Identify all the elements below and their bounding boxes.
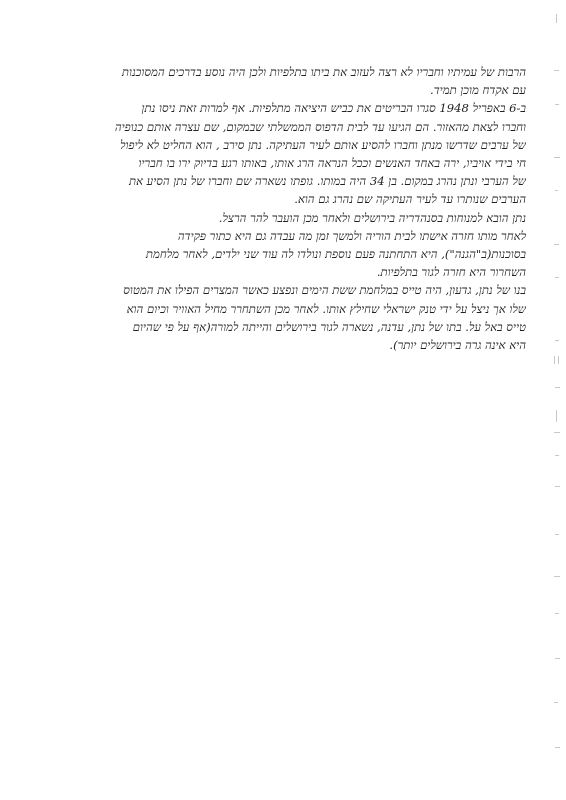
text-line: הערבים שנותרו עד לעיר העתיקה שם נהרג גם הוא. [294, 192, 526, 207]
text-line: השחרור היא חזרה לגור בתלפיות. [376, 265, 526, 280]
scan-mark [554, 70, 559, 71]
scan-mark [556, 410, 557, 422]
text-line: טייס באל על. בתו של נתן, עדנה, נשארה לגור בירושלים והייתה למורה(אף על פי שהיום [132, 319, 526, 334]
text-line: הרבות של עמיתיו וחבריו לא רצה לעזוב את ביתו בתלפיות ולכן היה נוסע בדרכים המסוכנות [121, 65, 526, 79]
scan-mark [555, 387, 560, 388]
text-line: עם אקדח מוכן תמיד. [430, 83, 526, 98]
scan-mark [555, 104, 559, 105]
scan-mark [555, 658, 560, 659]
scan-mark [554, 356, 555, 364]
scan-mark [555, 613, 559, 614]
scan-mark [554, 244, 559, 245]
text-line: של הערבי ונתן נהרג במקום. בן 34 היה במותו. גופתו נשארה שם וחברו של נתן הסיע את [128, 174, 526, 189]
scan-mark [555, 747, 560, 748]
text-line: שלו אך ניצל על ידי טנק ישראלי שחילץ אותו. לאחר מכן השתחרר מחיל האוויר וכיום הוא [126, 301, 526, 316]
scan-mark [554, 432, 560, 433]
text-line: של ערבים שדרשו מנתן וחברו להסיע אותם לעיר העתיקה. נתן סירב , הוא החליט לא ליפול [120, 137, 526, 152]
scan-mark [556, 14, 557, 23]
scan-mark [555, 277, 559, 278]
text-line: בנו של נתן, גדעון, היה טייס במלחמת ששת הימים ונפצע כאשר המצרים הפילו את המטוס [123, 283, 526, 298]
scan-mark [555, 190, 558, 191]
scan-mark [554, 702, 558, 703]
text-line: נתן הובא למנוחות בסנהדריה בירושלים ולאחר מכן הועבר להר הרצל. [218, 210, 526, 225]
scan-mark [555, 340, 559, 341]
text-line: היא אינה גרה בירושלים יותר). [389, 338, 526, 353]
scan-mark [555, 455, 559, 456]
text-line: וחברו לצאת מהאזור. הם הגיעו עד לבית הדפוס הממשלתי שבמקום, שם עצרה אותם כנופיה [114, 119, 526, 134]
scan-mark [554, 157, 560, 158]
scan-edge-marks [542, 0, 566, 800]
text-line: חי בידי אויביו, ירה באחד האנשים וככל הנראה הרג אותו, באותו רגע בדיוק ירו בו חבריו [138, 156, 526, 171]
text-line: בסוכנות(ב"הגנה"), היא התחתנה פעם נוספת ונולדו לה עוד שני ילדים, לאחר מלחמת [145, 247, 526, 262]
scan-mark [558, 356, 559, 364]
hebrew-text-block [60, 63, 526, 354]
scan-mark [555, 486, 560, 487]
text-line: ב-6 באפריל 1948 סגרו הבריטים את כביש היציאה מתלפיות. אף למרות זאת ניסו נתן [141, 101, 526, 116]
scan-mark [554, 576, 560, 577]
scan-mark [555, 534, 559, 535]
text-line: לאחר מותו חזרה אישתו לבית הוריה ולמשך זמן מה עבדה גם היא כתור פקידה [177, 228, 526, 243]
